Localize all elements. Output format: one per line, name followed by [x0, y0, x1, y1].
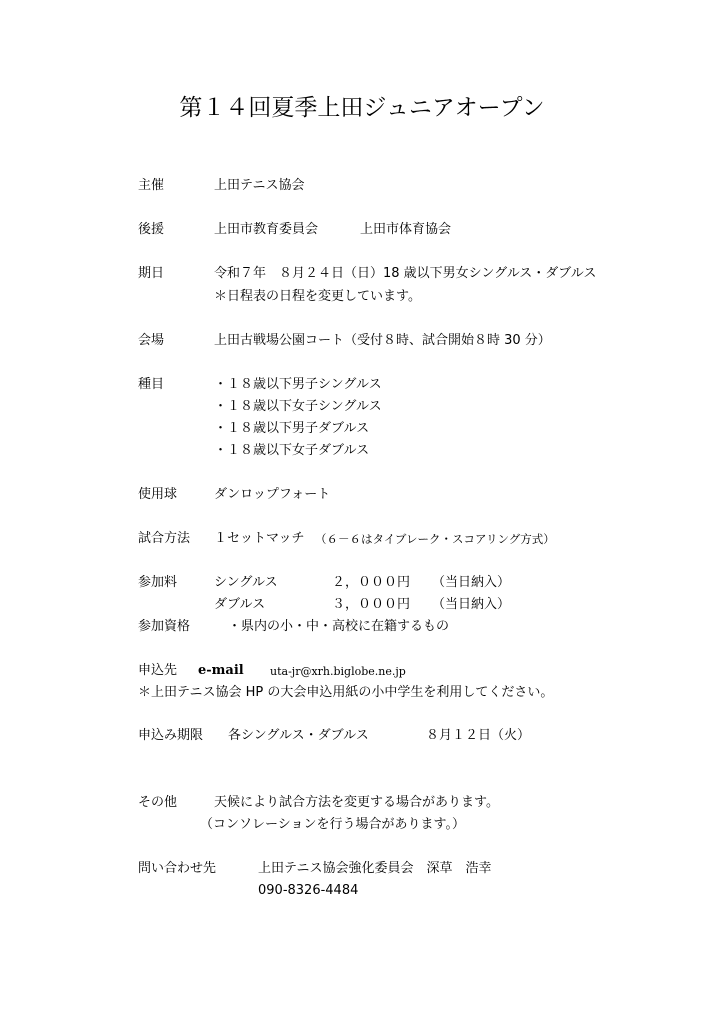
- sponsor-label: 主催: [138, 178, 165, 193]
- fee-label: 参加料: [138, 575, 178, 590]
- deadline-target: 各シングルス・ダブルス: [228, 728, 369, 743]
- other-value: 天候により試合方法を変更する場合があります。: [214, 795, 499, 810]
- contact-label: 問い合わせ先: [138, 861, 217, 876]
- ball-label: 使用球: [138, 487, 178, 502]
- venue-label: 会場: [138, 333, 165, 348]
- event-item: ・１８歳以下男子ダブルス: [214, 421, 370, 436]
- eligibility-label: 参加資格: [138, 619, 191, 634]
- date-value: 令和７年 ８月２４日（日）18 歳以下男女シングルス・ダブルス: [214, 266, 597, 281]
- deadline-value: ８月１２日（火）: [426, 728, 531, 743]
- venue-value: 上田古戦場公園コート（受付８時、試合開始８時 30 分）: [214, 333, 551, 348]
- page-title: 第１４回夏季上田ジュニアオープン: [179, 95, 545, 121]
- event-item: ・１８歳以下男子シングルス: [214, 377, 382, 392]
- email-address: uta-jr@xrh.biglobe.ne.jp: [270, 665, 406, 678]
- format-note: （６－６はタイブレーク・スコアリング方式）: [315, 532, 555, 546]
- support-label: 後援: [138, 222, 165, 237]
- contact-phone: 090-8326-4484: [258, 883, 359, 898]
- events-label: 種目: [138, 377, 165, 392]
- support-value-2: 上田市体育協会: [360, 222, 452, 237]
- fee-note: （当日納入）: [432, 597, 511, 612]
- sponsor-value: 上田テニス協会: [214, 178, 305, 193]
- support-value-1: 上田市教育委員会: [214, 222, 319, 237]
- contact-value: 上田テニス協会強化委員会 深草 浩幸: [258, 861, 492, 876]
- fee-type: ダブルス: [214, 597, 266, 612]
- other-label: その他: [138, 795, 178, 810]
- fee-type: シングルス: [214, 575, 278, 590]
- date-label: 期日: [138, 266, 165, 281]
- other-note: （コンソレーションを行う場合があります。）: [200, 817, 465, 832]
- fee-amount: ３，０００円: [332, 597, 411, 612]
- eligibility-value: ・県内の小・中・高校に在籍するもの: [228, 619, 450, 634]
- application-label: 申込先: [138, 663, 178, 678]
- event-item: ・１８歳以下女子シングルス: [214, 399, 382, 414]
- ball-value: ダンロップフォート: [214, 487, 331, 502]
- fee-amount: ２，０００円: [332, 575, 411, 590]
- format-label: 試合方法: [138, 531, 191, 546]
- date-note: ＊日程表の日程を変更しています。: [214, 289, 421, 304]
- format-value: １セットマッチ: [214, 531, 305, 546]
- fee-note: （当日納入）: [432, 575, 511, 590]
- email-label: e-mail: [198, 663, 244, 678]
- deadline-label: 申込み期限: [138, 728, 204, 743]
- event-item: ・１８歳以下女子ダブルス: [214, 443, 370, 458]
- application-note: ＊上田テニス協会 HP の大会申込用紙の小中学生を利用してください。: [138, 685, 554, 700]
